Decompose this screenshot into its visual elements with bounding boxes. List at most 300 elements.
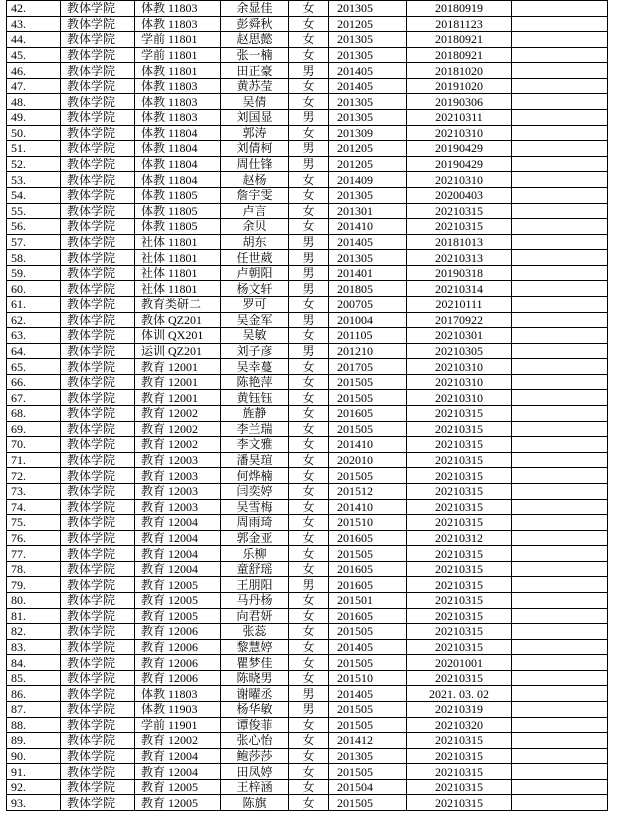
empty-cell (512, 592, 608, 608)
row-number: 64. (7, 343, 61, 359)
row-number: 49. (7, 110, 61, 126)
class-cell: 体教 11803 (135, 78, 221, 94)
name-cell: 赵杨 (221, 172, 289, 188)
name-cell: 任世葳 (221, 250, 289, 266)
gender-cell: 女 (289, 421, 329, 437)
row-number: 51. (7, 141, 61, 157)
table-row (7, 624, 608, 640)
empty-cell (512, 250, 608, 266)
table-row (7, 483, 608, 499)
empty-cell (512, 515, 608, 531)
row-number: 61. (7, 296, 61, 312)
row-number: 66. (7, 374, 61, 390)
college-cell: 教体学院 (61, 296, 135, 312)
name-cell: 陈旗 (221, 795, 289, 811)
name-cell: 潘昊瑄 (221, 452, 289, 468)
date-cell-2: 20210315 (407, 421, 512, 437)
college-cell: 教体学院 (61, 234, 135, 250)
row-number: 85. (7, 670, 61, 686)
college-cell: 教体学院 (61, 686, 135, 702)
gender-cell: 女 (289, 779, 329, 795)
date-cell: 201410 (329, 499, 407, 515)
table-row (7, 779, 608, 795)
table-row (7, 530, 608, 546)
row-number: 53. (7, 172, 61, 188)
table-row (7, 359, 608, 375)
college-cell: 教体学院 (61, 172, 135, 188)
date-cell: 201605 (329, 561, 407, 577)
name-cell: 赵思懿 (221, 32, 289, 48)
date-cell: 201305 (329, 110, 407, 126)
row-number: 71. (7, 452, 61, 468)
row-number: 72. (7, 468, 61, 484)
class-cell: 教育 12005 (135, 795, 221, 811)
date-cell-2: 20210315 (407, 639, 512, 655)
date-cell-2: 20210315 (407, 561, 512, 577)
class-cell: 教育 12003 (135, 452, 221, 468)
table-row (7, 312, 608, 328)
date-cell-2: 20210315 (407, 483, 512, 499)
date-cell-2: 20210301 (407, 328, 512, 344)
college-cell: 教体学院 (61, 437, 135, 453)
table-row (7, 374, 608, 390)
row-number: 63. (7, 328, 61, 344)
name-cell: 瞿梦佳 (221, 655, 289, 671)
name-cell: 乐柳 (221, 546, 289, 562)
name-cell: 罗可 (221, 296, 289, 312)
table-row (7, 655, 608, 671)
name-cell: 吴倩 (221, 94, 289, 110)
table-row (7, 234, 608, 250)
gender-cell: 男 (289, 702, 329, 718)
college-cell: 教体学院 (61, 219, 135, 235)
row-number: 91. (7, 764, 61, 780)
date-cell: 201505 (329, 795, 407, 811)
date-cell-2: 20210310 (407, 359, 512, 375)
date-cell-2: 20210305 (407, 343, 512, 359)
row-number: 82. (7, 624, 61, 640)
date-cell-2: 20190306 (407, 94, 512, 110)
name-cell: 李文雅 (221, 437, 289, 453)
empty-cell (512, 343, 608, 359)
gender-cell: 男 (289, 63, 329, 79)
date-cell: 201004 (329, 312, 407, 328)
empty-cell (512, 141, 608, 157)
class-cell: 教育 12004 (135, 530, 221, 546)
date-cell: 201512 (329, 483, 407, 499)
date-cell-2: 20181013 (407, 234, 512, 250)
table-row (7, 421, 608, 437)
name-cell: 杨文轩 (221, 281, 289, 297)
data-table (6, 0, 608, 811)
gender-cell: 男 (289, 110, 329, 126)
name-cell: 陈艳萍 (221, 374, 289, 390)
empty-cell (512, 63, 608, 79)
gender-cell: 女 (289, 639, 329, 655)
college-cell: 教体学院 (61, 795, 135, 811)
name-cell: 周仕锋 (221, 156, 289, 172)
class-cell: 社体 11801 (135, 250, 221, 266)
empty-cell (512, 733, 608, 749)
gender-cell: 女 (289, 530, 329, 546)
gender-cell: 女 (289, 359, 329, 375)
date-cell-2: 20190429 (407, 156, 512, 172)
row-number: 87. (7, 702, 61, 718)
date-cell-2: 20210315 (407, 608, 512, 624)
college-cell: 教体学院 (61, 32, 135, 48)
class-cell: 运训 QZ201 (135, 343, 221, 359)
empty-cell (512, 156, 608, 172)
date-cell: 201605 (329, 608, 407, 624)
name-cell: 刘国显 (221, 110, 289, 126)
empty-cell (512, 94, 608, 110)
gender-cell: 女 (289, 32, 329, 48)
class-cell: 教育 12001 (135, 359, 221, 375)
class-cell: 教育 12004 (135, 748, 221, 764)
gender-cell: 女 (289, 468, 329, 484)
table-row (7, 250, 608, 266)
date-cell-2: 20190318 (407, 265, 512, 281)
class-cell: 教育 12003 (135, 499, 221, 515)
class-cell: 体教 11803 (135, 94, 221, 110)
empty-cell (512, 546, 608, 562)
name-cell: 谢曜丞 (221, 686, 289, 702)
date-cell: 201405 (329, 63, 407, 79)
empty-cell (512, 125, 608, 141)
date-cell-2: 20190429 (407, 141, 512, 157)
gender-cell: 女 (289, 608, 329, 624)
class-cell: 教育 12004 (135, 764, 221, 780)
name-cell: 彭舜秋 (221, 16, 289, 32)
class-cell: 社体 11801 (135, 234, 221, 250)
class-cell: 社体 11801 (135, 281, 221, 297)
name-cell: 余贝 (221, 219, 289, 235)
gender-cell: 女 (289, 94, 329, 110)
class-cell: 体教 11805 (135, 187, 221, 203)
row-number: 47. (7, 78, 61, 94)
table-row (7, 499, 608, 515)
name-cell: 詹宇雯 (221, 187, 289, 203)
date-cell: 201305 (329, 250, 407, 266)
row-number: 70. (7, 437, 61, 453)
date-cell-2: 20210315 (407, 406, 512, 422)
class-cell: 学前 11901 (135, 717, 221, 733)
table-row (7, 219, 608, 235)
row-number: 73. (7, 483, 61, 499)
table-row (7, 764, 608, 780)
empty-cell (512, 608, 608, 624)
college-cell: 教体学院 (61, 764, 135, 780)
college-cell: 教体学院 (61, 343, 135, 359)
date-cell: 201505 (329, 546, 407, 562)
empty-cell (512, 717, 608, 733)
table-row (7, 717, 608, 733)
row-number: 52. (7, 156, 61, 172)
date-cell: 202010 (329, 452, 407, 468)
row-number: 75. (7, 515, 61, 531)
date-cell: 201205 (329, 16, 407, 32)
class-cell: 体教 11801 (135, 63, 221, 79)
gender-cell: 女 (289, 390, 329, 406)
gender-cell: 女 (289, 16, 329, 32)
class-cell: 教育 12005 (135, 577, 221, 593)
date-cell: 201305 (329, 32, 407, 48)
college-cell: 教体学院 (61, 156, 135, 172)
gender-cell: 女 (289, 717, 329, 733)
name-cell: 鲍莎莎 (221, 748, 289, 764)
empty-cell (512, 328, 608, 344)
date-cell: 201410 (329, 219, 407, 235)
empty-cell (512, 577, 608, 593)
class-cell: 教育 12001 (135, 374, 221, 390)
class-cell: 体教 11803 (135, 1, 221, 17)
table-row (7, 265, 608, 281)
class-cell: 教育 12005 (135, 592, 221, 608)
row-number: 67. (7, 390, 61, 406)
gender-cell: 女 (289, 655, 329, 671)
empty-cell (512, 390, 608, 406)
college-cell: 教体学院 (61, 655, 135, 671)
table-row (7, 156, 608, 172)
empty-cell (512, 530, 608, 546)
gender-cell: 女 (289, 795, 329, 811)
college-cell: 教体学院 (61, 1, 135, 17)
college-cell: 教体学院 (61, 78, 135, 94)
date-cell-2: 20210320 (407, 717, 512, 733)
empty-cell (512, 686, 608, 702)
name-cell: 向君妍 (221, 608, 289, 624)
college-cell: 教体学院 (61, 406, 135, 422)
empty-cell (512, 110, 608, 126)
table-row (7, 47, 608, 63)
row-number: 68. (7, 406, 61, 422)
class-cell: 社体 11801 (135, 265, 221, 281)
date-cell-2: 20210310 (407, 390, 512, 406)
class-cell: 体教 11903 (135, 702, 221, 718)
name-cell: 吴敏 (221, 328, 289, 344)
gender-cell: 女 (289, 733, 329, 749)
name-cell: 谭俊菲 (221, 717, 289, 733)
table-row (7, 795, 608, 811)
table-row (7, 78, 608, 94)
date-cell: 201505 (329, 717, 407, 733)
date-cell: 201505 (329, 468, 407, 484)
name-cell: 童舒瑶 (221, 561, 289, 577)
empty-cell (512, 234, 608, 250)
date-cell: 201504 (329, 779, 407, 795)
college-cell: 教体学院 (61, 374, 135, 390)
date-cell: 201705 (329, 359, 407, 375)
date-cell-2: 20210315 (407, 452, 512, 468)
table-row (7, 343, 608, 359)
date-cell-2: 20210315 (407, 577, 512, 593)
table-row (7, 63, 608, 79)
date-cell: 201305 (329, 187, 407, 203)
name-cell: 闫奕婷 (221, 483, 289, 499)
date-cell-2: 20191020 (407, 78, 512, 94)
gender-cell: 女 (289, 764, 329, 780)
date-cell: 201505 (329, 702, 407, 718)
row-number: 90. (7, 748, 61, 764)
name-cell: 刘子彦 (221, 343, 289, 359)
gender-cell: 男 (289, 577, 329, 593)
row-number: 50. (7, 125, 61, 141)
table-row (7, 141, 608, 157)
empty-cell (512, 795, 608, 811)
empty-cell (512, 452, 608, 468)
date-cell-2: 20210315 (407, 219, 512, 235)
date-cell: 201309 (329, 125, 407, 141)
empty-cell (512, 624, 608, 640)
table-row (7, 203, 608, 219)
date-cell-2: 20210312 (407, 530, 512, 546)
table-row (7, 187, 608, 203)
name-cell: 周雨琦 (221, 515, 289, 531)
row-number: 44. (7, 32, 61, 48)
table-row (7, 733, 608, 749)
row-number: 74. (7, 499, 61, 515)
date-cell: 201305 (329, 1, 407, 17)
empty-cell (512, 219, 608, 235)
gender-cell: 男 (289, 312, 329, 328)
college-cell: 教体学院 (61, 530, 135, 546)
date-cell: 201305 (329, 748, 407, 764)
date-cell: 201505 (329, 421, 407, 437)
date-cell: 201805 (329, 281, 407, 297)
class-cell: 体教 11805 (135, 219, 221, 235)
name-cell: 旌静 (221, 406, 289, 422)
class-cell: 体训 QX201 (135, 328, 221, 344)
empty-cell (512, 702, 608, 718)
empty-cell (512, 764, 608, 780)
row-number: 58. (7, 250, 61, 266)
table-row (7, 592, 608, 608)
date-cell: 201105 (329, 328, 407, 344)
class-cell: 教育 12002 (135, 421, 221, 437)
college-cell: 教体学院 (61, 452, 135, 468)
class-cell: 学前 11801 (135, 32, 221, 48)
class-cell: 教育 12006 (135, 655, 221, 671)
gender-cell: 女 (289, 219, 329, 235)
college-cell: 教体学院 (61, 47, 135, 63)
name-cell: 张心怡 (221, 733, 289, 749)
name-cell: 刘倩柯 (221, 141, 289, 157)
empty-cell (512, 312, 608, 328)
gender-cell: 男 (289, 250, 329, 266)
college-cell: 教体学院 (61, 592, 135, 608)
empty-cell (512, 16, 608, 32)
class-cell: 教育 12006 (135, 670, 221, 686)
row-number: 45. (7, 47, 61, 63)
table-row (7, 686, 608, 702)
date-cell: 201501 (329, 592, 407, 608)
date-cell-2: 20180921 (407, 32, 512, 48)
row-number: 43. (7, 16, 61, 32)
name-cell: 王朋阳 (221, 577, 289, 593)
class-cell: 教育 12006 (135, 624, 221, 640)
class-cell: 体教 11803 (135, 686, 221, 702)
table-body (7, 1, 608, 811)
empty-cell (512, 187, 608, 203)
empty-cell (512, 748, 608, 764)
table-row (7, 172, 608, 188)
college-cell: 教体学院 (61, 187, 135, 203)
row-number: 62. (7, 312, 61, 328)
empty-cell (512, 374, 608, 390)
class-cell: 教育 12002 (135, 733, 221, 749)
date-cell-2: 20210315 (407, 795, 512, 811)
row-number: 65. (7, 359, 61, 375)
gender-cell: 女 (289, 296, 329, 312)
gender-cell: 女 (289, 203, 329, 219)
date-cell: 201205 (329, 141, 407, 157)
date-cell: 201505 (329, 655, 407, 671)
name-cell: 郭金亚 (221, 530, 289, 546)
date-cell: 200705 (329, 296, 407, 312)
class-cell: 体教 11805 (135, 203, 221, 219)
gender-cell: 女 (289, 452, 329, 468)
class-cell: 教育 12005 (135, 608, 221, 624)
gender-cell: 女 (289, 374, 329, 390)
college-cell: 教体学院 (61, 312, 135, 328)
row-number: 55. (7, 203, 61, 219)
college-cell: 教体学院 (61, 733, 135, 749)
date-cell-2: 20210315 (407, 592, 512, 608)
date-cell: 201505 (329, 624, 407, 640)
college-cell: 教体学院 (61, 546, 135, 562)
name-cell: 王梓涵 (221, 779, 289, 795)
row-number: 57. (7, 234, 61, 250)
empty-cell (512, 32, 608, 48)
name-cell: 田凤婷 (221, 764, 289, 780)
date-cell-2: 20210310 (407, 374, 512, 390)
date-cell-2: 20210313 (407, 250, 512, 266)
empty-cell (512, 296, 608, 312)
table-row (7, 1, 608, 17)
college-cell: 教体学院 (61, 779, 135, 795)
date-cell: 201405 (329, 78, 407, 94)
date-cell: 201305 (329, 47, 407, 63)
table-row (7, 94, 608, 110)
date-cell-2: 20180921 (407, 47, 512, 63)
date-cell-2: 20210315 (407, 748, 512, 764)
date-cell: 201505 (329, 374, 407, 390)
name-cell: 陈晓男 (221, 670, 289, 686)
college-cell: 教体学院 (61, 577, 135, 593)
date-cell-2: 20210315 (407, 733, 512, 749)
class-cell: 体教 11804 (135, 141, 221, 157)
date-cell: 201405 (329, 639, 407, 655)
table-row (7, 639, 608, 655)
college-cell: 教体学院 (61, 468, 135, 484)
date-cell-2: 20210315 (407, 670, 512, 686)
table-row (7, 546, 608, 562)
row-number: 69. (7, 421, 61, 437)
name-cell: 胡东 (221, 234, 289, 250)
date-cell: 201405 (329, 234, 407, 250)
date-cell-2: 20210315 (407, 764, 512, 780)
date-cell-2: 20181020 (407, 63, 512, 79)
empty-cell (512, 47, 608, 63)
gender-cell: 女 (289, 499, 329, 515)
class-cell: 学前 11801 (135, 47, 221, 63)
date-cell: 201301 (329, 203, 407, 219)
class-cell: 教育 12006 (135, 639, 221, 655)
college-cell: 教体学院 (61, 16, 135, 32)
empty-cell (512, 265, 608, 281)
table-row (7, 452, 608, 468)
date-cell: 201412 (329, 733, 407, 749)
